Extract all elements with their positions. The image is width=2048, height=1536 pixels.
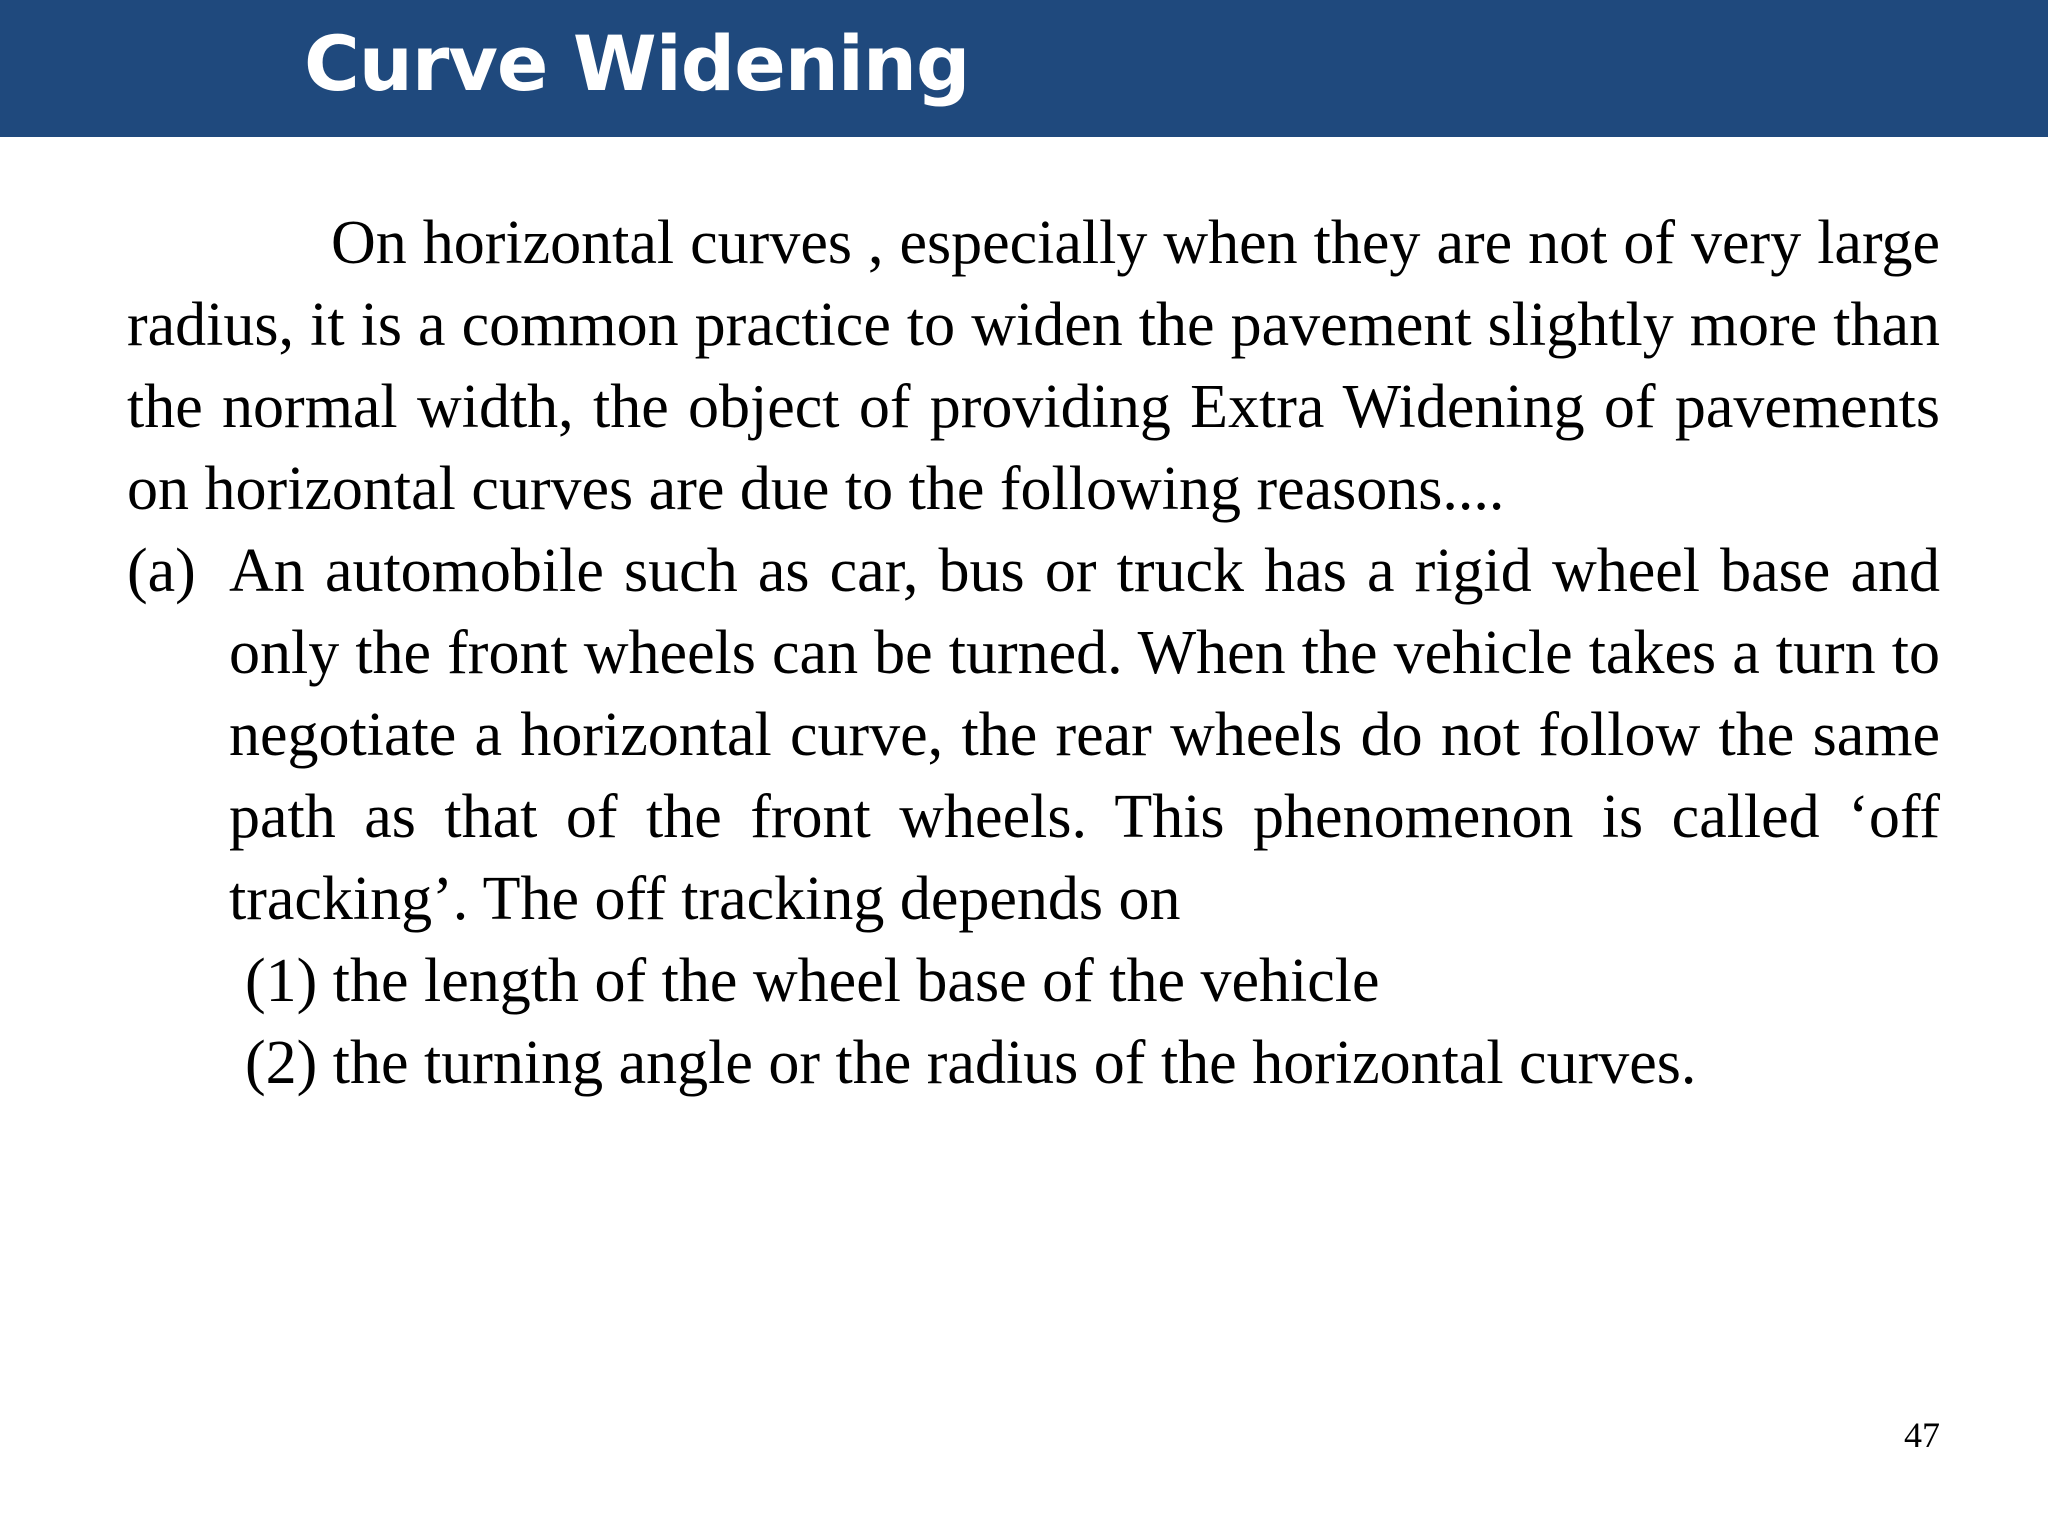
slide-title: Curve Widening [304,19,970,108]
sub-item-1: (1) the length of the wheel base of the vehicle [245,947,1380,1015]
slide-body [127,202,1940,1104]
title-bar [0,0,2048,137]
list-item-a-marker: (a) [127,537,196,605]
sub-item-2: (2) the turning angle or the radius of the horizontal curves. [245,1029,1697,1097]
page-number: 47 [1904,1415,1940,1455]
list-item-a [127,530,1940,940]
list-item-a-text: An automobile such as car, bus or truck has a rigid wheel base and only the front wheels can be turned. When the vehicle takes a turn to negotiate a horizontal curve, the rear wheels do not follow the same path as that of the front wheels. This phenomenon is called ‘off tracking’. The off tracking depends on [229,537,1940,933]
intro-paragraph: On horizontal curves , especially when they are not of very large radius, it is a common practice to widen the pavement slightly more than the normal width, the object of providing Extra Widening of pavements on horizontal curves are due to the following reasons.... [127,209,1940,523]
